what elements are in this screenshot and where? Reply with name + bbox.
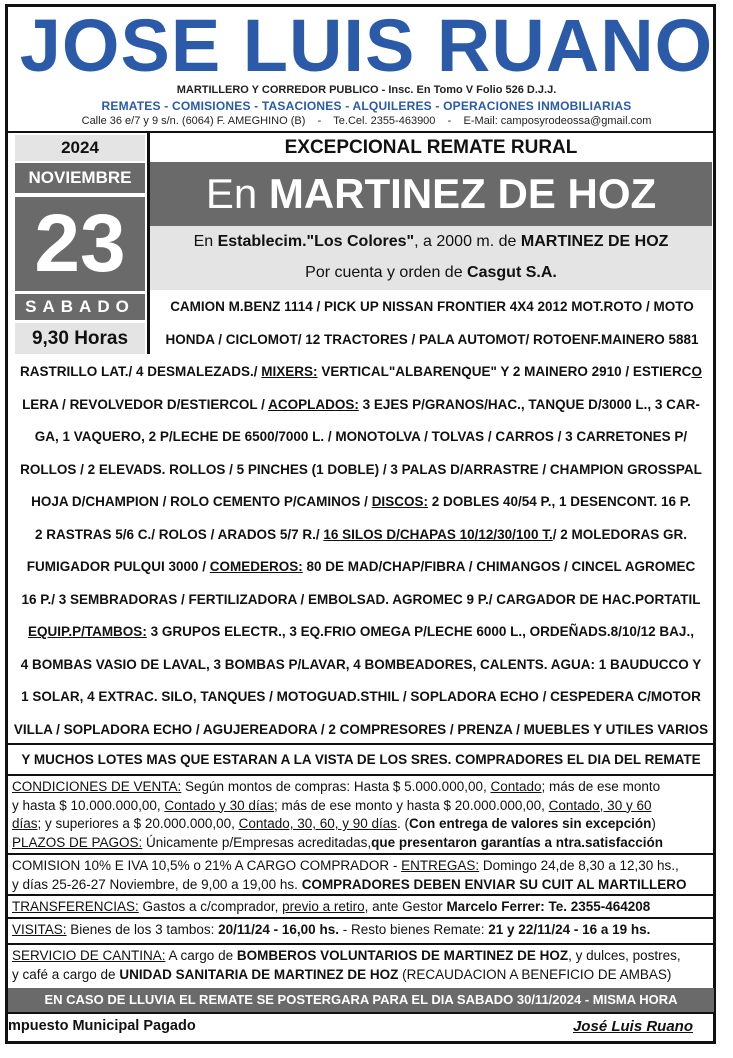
commission-delivery: COMISION 10% E IVA 10,5% o 21% A CARGO COMPRADOR - ENTREGAS: Domingo 24,de 8,30 a 12,30 hs., y días 25-26-27 Noviembre, de 9,00 a 19,00 hs. COMPRADORES DEBEN ENVIAR SU CUIT AL MARTILLERO [12,858,687,892]
transfers: TRANSFERENCIAS: Gastos a c/comprador, previo a retiro, ante Gestor Marcelo Ferrer: Te. 2355-464208 [12,899,651,914]
time-badge: 9,30 Horas [15,323,145,354]
visits: VISITAS: Bienes de los 3 tambos: 20/11/24 - 16,00 hs. - Resto bienes Remate: 21 y 22/11/24 - 16 a 19 hs. [12,922,651,937]
canteen-service: SERVICIO DE CANTINA: A cargo de BOMBEROS VOLUNTARIOS DE MARTINEZ DE HOZ, y dulces, postres, y café a cargo de UNIDAD SANITARIA DE MARTINEZ DE HOZ (RECAUDACION A BENEFICIO DE AMBAS) [12,948,681,982]
divider [8,743,714,745]
weekday-badge: SABADO [15,294,145,320]
lot-line: EQUIP.P/TAMBOS: 3 GRUPOS ELECTR., 3 EQ.FRIO OMEGA P/LECHE 6000 L., ORDEÑADS.8/10/12 BAJ., [28,624,694,639]
auctioneer-tagline: MARTILLERO Y CORREDOR PUBLICO - Insc. En Tomo V Folio 526 D.J.J. [176,84,557,96]
services-line: REMATES - COMISIONES - TASACIONES - ALQUILERES - OPERACIONES INMOBILIARIAS [101,99,632,113]
rain-notice: EN CASO DE LLUVIA EL REMATE SE POSTERGARA PARA EL DIA SABADO 30/11/2024 - MISMA HORA [8,988,714,1012]
contact-line: Calle 36 e/7 y 9 s/n. (6064) F. AMEGHINO (B) - Te.Cel. 2355-463900 - E-Mail: camposyrodeossa@gmail.com [81,115,652,127]
lot-line: 2 RASTRAS 5/6 C./ ROLOS / ARADOS 5/7 R./ 16 SILOS D/CHAPAS 10/12/30/100 T./ 2 MOLEDORAS GR. [35,526,687,542]
auctioneer-name: JOSE LUIS RUANO [19,4,714,87]
divider [8,131,714,133]
divider [8,894,714,896]
sale-conditions: CONDICIONES DE VENTA: Según montos de compras: Hasta $ 5.000.000,00, Contado; más de ese monto y hasta $ 10.000.000,00, Contado y 30 días; más de ese monto y hasta $ 20.000.000,00, Contado, 30 y 60 días; y superiores a $ 20.000.000,00, Contado, 30, 60, y 90 días. (Con entrega de valores sin excepción) PLAZOS DE PAGOS: Únicamente p/Empresas acreditadas,que presentaron garantías a ntra.satisfacción [12,779,664,850]
year-badge: 2024 [15,135,145,161]
divider [8,853,714,855]
lot-line: CAMION M.BENZ 1114 / PICK UP NISSAN FRONTIER 4X4 2012 MOT.ROTO / MOTO [170,299,694,314]
lot-line: VILLA / SOPLADORA ECHO / AGUJEREADORA / 2 COMPRESORES / PRENZA / MUEBLES Y UTILES VARIOS [13,721,709,737]
lot-line: RASTRILLO LAT./ 4 DESMALEZADS./ MIXERS: VERTICAL"ALBARENQUE" Y 2 MAINERO 2910 / ESTIERCO [20,364,702,379]
event-place: En Establecim."Los Colores", a 2000 m. de MARTINEZ DE HOZ Por cuenta y orden de Casgut S.A. [150,226,712,290]
more-lots-note: Y MUCHOS LOTES MAS QUE ESTARAN A LA VISTA DE LOS SRES. COMPRADORES EL DIA DEL REMATE [21,752,701,767]
lot-line: 1 SOLAR, 4 EXTRAC. SILO, TANQUES / MOTOGUAD.STHIL / SOPLADORA ECHO / CESPEDERA C/MOTOR [21,689,701,704]
day-number: 23 [15,197,145,291]
divider [8,1012,714,1014]
lot-line: LERA / REVOLVEDOR D/ESTIERCOL / ACOPLADOS: 3 EJES P/GRANOS/HAC., TANQUE D/3000 L., 3 CAR- [22,396,700,412]
lot-line: FUMIGADOR PULQUI 3000 / COMEDEROS: 80 DE MAD/CHAP/FIBRA / CHIMANGOS / CINCEL AGROMEC [26,559,696,574]
tax-paid-note: mpuesto Municipal Pagado [8,1018,196,1034]
lot-line: HOJA D/CHAMPION / ROLO CEMENTO P/CAMINOS / DISCOS: 2 DOBLES 40/54 P., 1 DESENCONT. 16 P. [31,494,691,509]
event-heading: EXCEPCIONAL REMATE RURAL [284,137,578,158]
divider [8,917,714,919]
auctioneer-signature: José Luis Ruano [572,1018,693,1035]
lot-line: ROLLOS / 2 ELEVADS. ROLLOS / 5 PINCHES (1 DOBLE) / 3 PALAS D/ARRASTRE / CHAMPION GROSSPAL [20,461,702,477]
lot-line: HONDA / CICLOMOT/ 12 TRACTORES / PALA AUTOMOT/ ROTOENF.MAINERO 5881 [165,331,699,347]
divider [8,943,714,945]
event-location: En MARTINEZ DE HOZ [150,162,712,226]
lots-list [12,356,710,746]
lot-line: 16 P./ 3 SEMBRADORAS / FERTILIZADORA / EMBOLSAD. AGROMEC 9 P./ CARGADOR DE HAC.PORTATIL [21,591,701,607]
lots-top [152,291,712,356]
month-badge: NOVIEMBRE [15,163,145,193]
lot-line: 4 BOMBAS VASIO DE LAVAL, 3 BOMBAS P/LAVAR, 4 BOMBEADORES, CALENTS. AGUA: 1 BAUDUCCO Y [20,656,702,672]
divider [8,774,714,776]
lot-line: GA, 1 VAQUERO, 2 P/LECHE DE 6500/7000 L. / MONOTOLVA / TOLVAS / CARROS / 3 CARRETONES P/ [34,429,688,444]
